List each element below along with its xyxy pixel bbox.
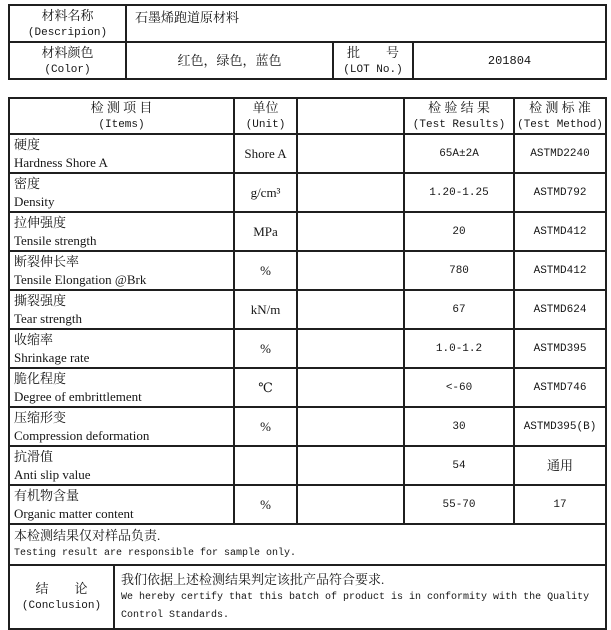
method-cell: 通用 xyxy=(514,446,606,485)
header-items-zh: 检 测 项 目 xyxy=(90,100,153,115)
material-color-value: 红色，绿色，蓝色 xyxy=(126,42,333,79)
header-spacer-cell xyxy=(297,98,404,134)
method-cell: ASTMD412 xyxy=(514,251,606,290)
spacer-cell xyxy=(297,407,404,446)
method-cell: ASTMD624 xyxy=(514,290,606,329)
test-results-table xyxy=(8,97,607,630)
unit-cell: Shore A xyxy=(234,134,297,173)
conclusion-label-cell xyxy=(9,565,114,629)
item-name-cell xyxy=(9,368,234,407)
material-name-row xyxy=(9,5,606,42)
unit-cell: % xyxy=(234,251,297,290)
item-name-zh: 拉伸强度 xyxy=(14,215,67,230)
test-row-elongation xyxy=(9,251,606,290)
test-row-organic-content xyxy=(9,485,606,524)
header-unit-cell xyxy=(234,98,297,134)
note-text-zh: 本检测结果仅对样品负责. xyxy=(14,528,161,543)
material-info-table xyxy=(8,4,607,80)
header-method-cell xyxy=(514,98,606,134)
item-name-en: Degree of embrittlement xyxy=(14,389,142,404)
spacer-cell xyxy=(297,368,404,407)
item-name-zh: 断裂伸长率 xyxy=(14,254,80,269)
header-method-zh: 检 测 标 准 xyxy=(529,100,591,115)
unit-cell: % xyxy=(234,485,297,524)
result-cell: 1.20-1.25 xyxy=(404,173,514,212)
lot-label-en: (LOT No.) xyxy=(343,63,403,76)
item-name-en: Organic matter content xyxy=(14,506,134,521)
item-name-zh: 有机物含量 xyxy=(14,488,80,503)
item-name-zh: 压缩形变 xyxy=(14,410,67,425)
unit-cell xyxy=(234,446,297,485)
header-items-cell xyxy=(9,98,234,134)
spacer-cell xyxy=(297,173,404,212)
unit-cell: % xyxy=(234,407,297,446)
result-cell: 20 xyxy=(404,212,514,251)
item-name-en: Density xyxy=(14,194,55,209)
unit-cell: % xyxy=(234,329,297,368)
unit-cell: kN/m xyxy=(234,290,297,329)
result-cell: 55-70 xyxy=(404,485,514,524)
item-name-en: Tear strength xyxy=(14,311,83,326)
material-name-label-en: (Descripion) xyxy=(27,26,108,39)
material-name-value: 石墨烯跑道原材料 xyxy=(126,5,606,42)
result-cell: 67 xyxy=(404,290,514,329)
material-color-row xyxy=(9,42,606,79)
spacer-cell xyxy=(297,251,404,290)
note-cell xyxy=(9,524,606,565)
method-cell: ASTMD2240 xyxy=(514,134,606,173)
spacer-cell xyxy=(297,329,404,368)
item-name-en: Tensile strength xyxy=(14,233,97,248)
item-name-zh: 抗滑值 xyxy=(14,449,54,464)
conclusion-text-zh: 我们依据上述检测结果判定该批产品符合要求. xyxy=(121,571,385,587)
spacer-cell xyxy=(297,290,404,329)
item-name-cell xyxy=(9,251,234,290)
material-name-label-zh: 材料名称 xyxy=(41,7,94,23)
header-items-en: (Items) xyxy=(98,119,145,131)
item-name-en: Tensile Elongation @Brk xyxy=(14,272,147,287)
item-name-zh: 撕裂强度 xyxy=(14,293,67,308)
conclusion-label-en: (Conclusion) xyxy=(21,600,102,612)
header-unit-en: (Unit) xyxy=(245,119,286,131)
header-unit-zh: 单位 xyxy=(252,100,279,115)
method-cell: ASTMD412 xyxy=(514,212,606,251)
spacer-cell xyxy=(297,485,404,524)
material-color-label-zh: 材料颜色 xyxy=(41,44,94,60)
lot-label-cell xyxy=(333,42,413,79)
method-cell: ASTMD395(B) xyxy=(514,407,606,446)
result-cell: <-60 xyxy=(404,368,514,407)
note-text-en: Testing result are responsible for sample only. xyxy=(14,548,297,559)
item-name-cell xyxy=(9,134,234,173)
item-name-zh: 硬度 xyxy=(14,137,41,152)
item-name-cell xyxy=(9,485,234,524)
unit-cell: g/cm³ xyxy=(234,173,297,212)
lot-label-zh: 批 号 xyxy=(346,44,399,60)
method-cell: ASTMD746 xyxy=(514,368,606,407)
header-method-en: (Test Method) xyxy=(517,119,603,131)
test-row-anti-slip xyxy=(9,446,606,485)
item-name-cell xyxy=(9,407,234,446)
test-row-compression xyxy=(9,407,606,446)
test-row-tensile-strength xyxy=(9,212,606,251)
item-name-zh: 密度 xyxy=(14,176,41,191)
spacer-cell xyxy=(297,446,404,485)
result-cell: 780 xyxy=(404,251,514,290)
item-name-cell xyxy=(9,212,234,251)
test-row-tear-strength xyxy=(9,290,606,329)
test-row-hardness xyxy=(9,134,606,173)
item-name-en: Shrinkage rate xyxy=(14,350,90,365)
item-name-cell xyxy=(9,446,234,485)
item-name-zh: 脆化程度 xyxy=(14,371,67,386)
method-cell: 17 xyxy=(514,485,606,524)
conclusion-label-zh: 结 论 xyxy=(35,581,88,596)
item-name-zh: 收缩率 xyxy=(14,332,54,347)
header-results-zh: 检 验 结 果 xyxy=(428,100,490,115)
result-cell: 1.0-1.2 xyxy=(404,329,514,368)
conclusion-text-cell xyxy=(114,565,606,629)
method-cell: ASTMD792 xyxy=(514,173,606,212)
result-cell: 54 xyxy=(404,446,514,485)
spacer-cell xyxy=(297,212,404,251)
table-header-row xyxy=(9,98,606,134)
unit-cell: MPa xyxy=(234,212,297,251)
result-cell: 30 xyxy=(404,407,514,446)
item-name-en: Anti slip value xyxy=(14,467,91,482)
item-name-en: Compression deformation xyxy=(14,428,150,443)
unit-cell: ℃ xyxy=(234,368,297,407)
material-color-label-cell xyxy=(9,42,126,79)
header-results-en: (Test Results) xyxy=(412,119,506,131)
method-cell: ASTMD395 xyxy=(514,329,606,368)
lot-value: 201804 xyxy=(413,42,606,79)
note-row xyxy=(9,524,606,565)
material-name-label-cell xyxy=(9,5,126,42)
item-name-en: Hardness Shore A xyxy=(14,155,108,170)
spacer-cell xyxy=(297,134,404,173)
item-name-cell xyxy=(9,290,234,329)
result-cell: 65A±2A xyxy=(404,134,514,173)
header-results-cell xyxy=(404,98,514,134)
item-name-cell xyxy=(9,173,234,212)
test-row-embrittlement xyxy=(9,368,606,407)
item-name-cell xyxy=(9,329,234,368)
conclusion-text-en: We hereby certify that this batch of product is in conformity with the Quality Control Standards. xyxy=(121,591,590,621)
conclusion-row xyxy=(9,565,606,629)
material-color-label-en: (Color) xyxy=(44,63,91,76)
test-row-density xyxy=(9,173,606,212)
test-row-shrinkage xyxy=(9,329,606,368)
